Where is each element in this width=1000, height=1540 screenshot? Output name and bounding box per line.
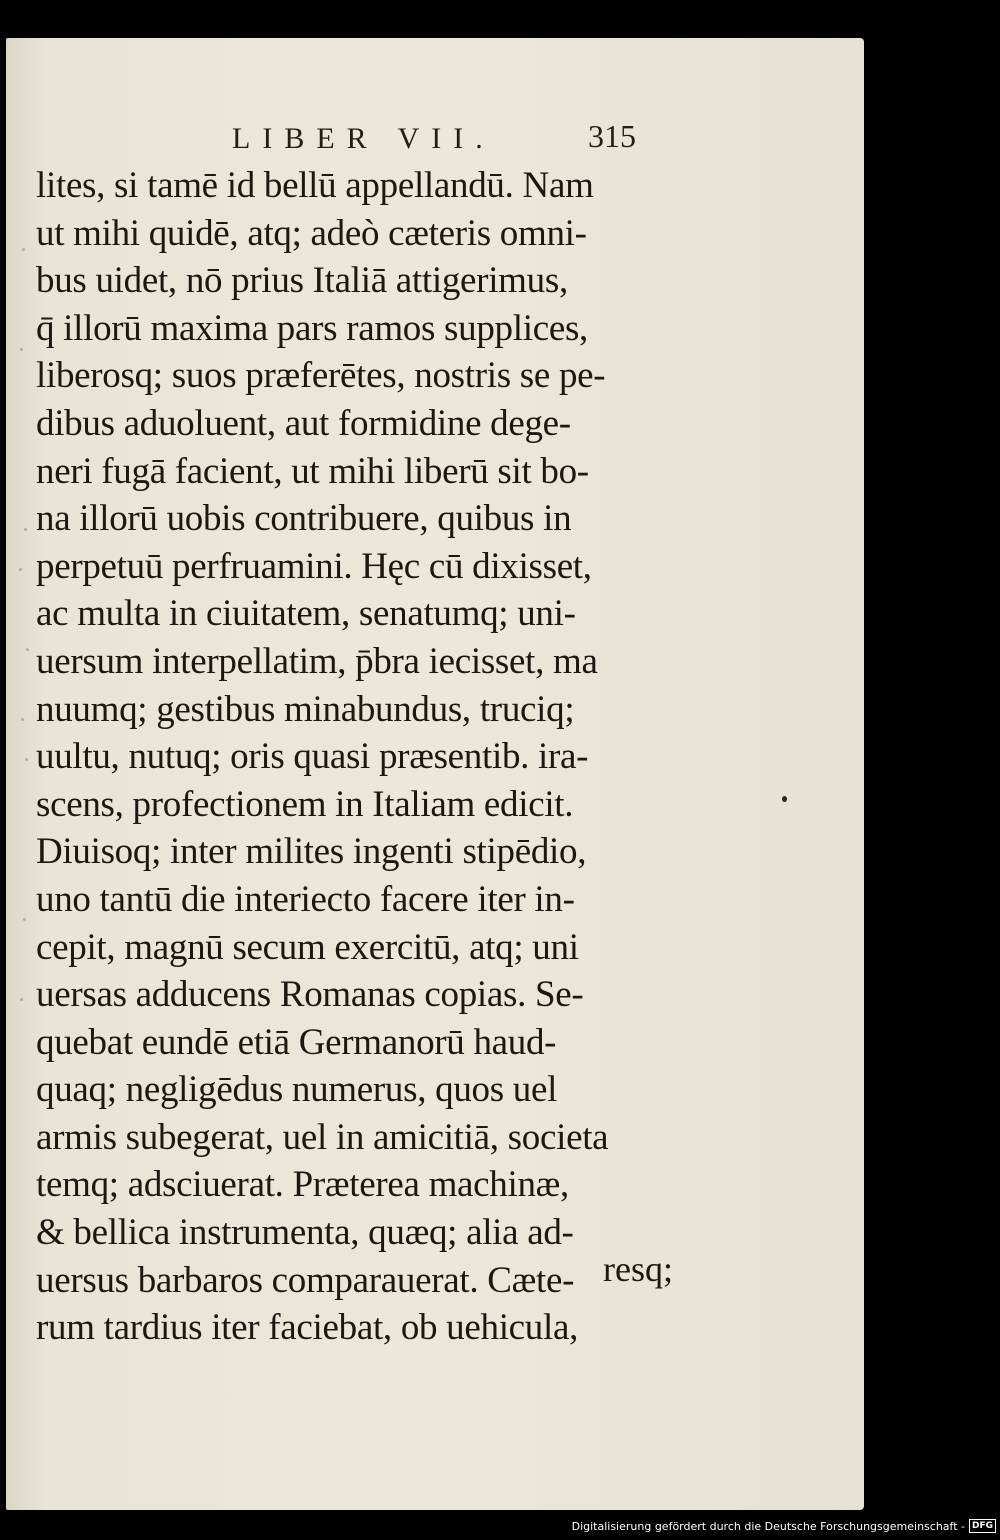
text-line: uultu, nutuq; oris quasi præsentib. ira- xyxy=(36,736,589,778)
text-line: temq; adsciuerat. Præterea machinæ, xyxy=(36,1164,570,1206)
text-line: perpetuū perfruamini. Hęc cū dixisset, xyxy=(36,545,592,587)
book-page xyxy=(6,38,864,1510)
text-line: uersas adducens Romanas copias. Se- xyxy=(36,974,584,1016)
text-line: rum tardius iter faciebat, ob uehicula, xyxy=(36,1307,579,1349)
text-line: Diuisoq; inter milites ingenti stipēdio, xyxy=(36,831,587,873)
text-line: ut mihi quidē, atq; adeò cæteris omni- xyxy=(36,212,587,254)
text-line: q̄ illorū maxima pars ramos supplices, xyxy=(36,307,589,349)
margin-marks xyxy=(16,238,38,1138)
text-line: quebat eundē etiā Germanorū haud- xyxy=(36,1021,557,1063)
text-line: na illorū uobis contribuere, quibus in xyxy=(36,498,572,540)
text-line: neri fugā facient, ut mihi liberū sit bo- xyxy=(36,450,589,492)
page-number: 315 xyxy=(588,118,636,154)
text-line: bus uidet, nō prius Italiā attigerimus, xyxy=(36,260,568,302)
running-title: LIBER VII. xyxy=(232,122,495,155)
text-line: uersum interpellatim, p̄bra iecisset, ma xyxy=(36,640,598,682)
catchword: resq; xyxy=(603,1249,673,1289)
text-line: lites, si tamē id bellū appellandū. Nam xyxy=(36,165,594,206)
text-line: cepit, magnū secum exercitū, atq; uni xyxy=(36,926,579,968)
text-line: liberosq; suos præferētes, nostris se pe- xyxy=(36,355,606,397)
text-line: uno tantū die interiecto facere iter in- xyxy=(36,878,575,920)
text-line: armis subegerat, uel in amicitiā, societa xyxy=(36,1116,609,1158)
ink-spot xyxy=(782,796,787,802)
digitization-footer xyxy=(572,1518,996,1534)
text-line: quaq; negligēdus numerus, quos uel xyxy=(36,1069,558,1111)
page-header xyxy=(6,114,864,158)
text-line: & bellica instrumenta, quæq; alia ad- xyxy=(36,1212,574,1254)
body-text xyxy=(36,162,656,1352)
text-line: dibus aduoluent, aut formidine dege- xyxy=(36,402,571,444)
text-line: nuumq; gestibus minabundus, truciq; xyxy=(36,688,575,730)
text-line: uersus barbaros comparauerat. Cæte- xyxy=(36,1259,575,1301)
text-line: scens, profectionem in Italiam edicit. xyxy=(36,783,574,825)
dfg-logo: DFG xyxy=(969,1519,996,1533)
funding-notice: Digitalisierung gefördert durch die Deutsche Forschungsgemeinschaft - xyxy=(571,1519,965,1533)
text-line: ac multa in ciuitatem, senatumq; uni- xyxy=(36,593,576,635)
